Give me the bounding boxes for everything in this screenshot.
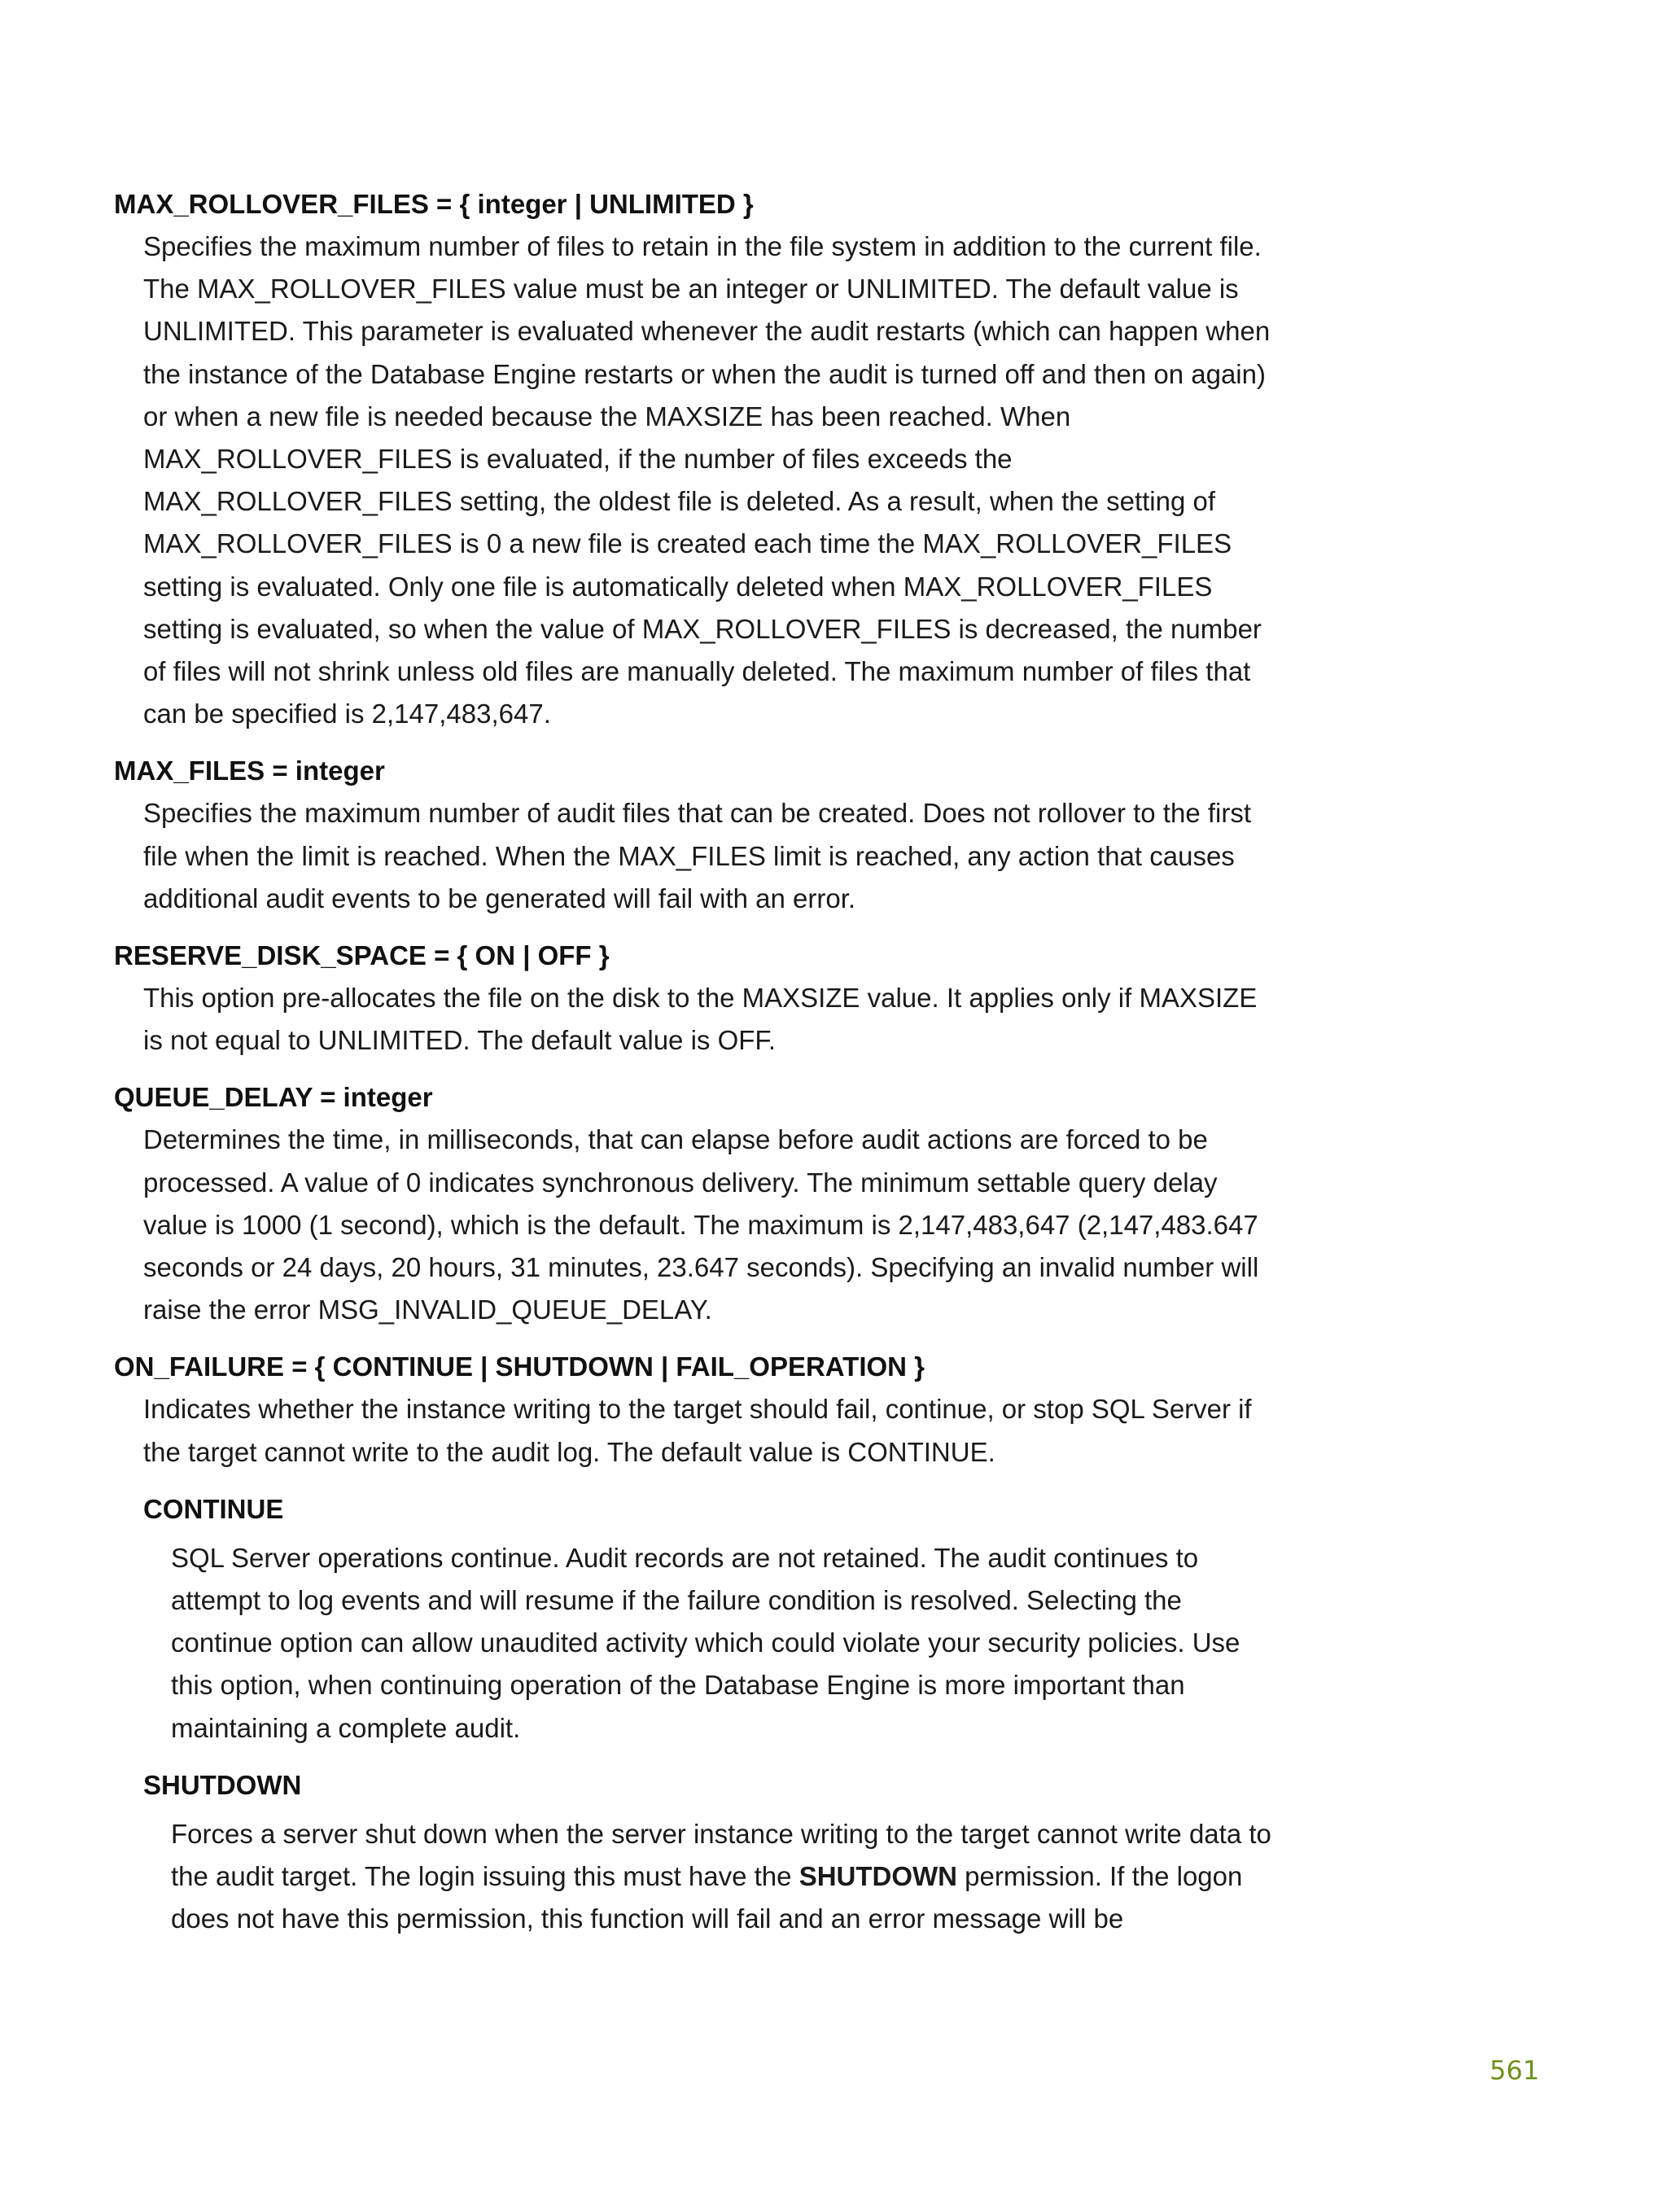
term-max-files: MAX_FILES = integer <box>114 756 385 786</box>
page-number: 561 <box>1490 2055 1540 2086</box>
shutdown-text-after: permission. If the logon does not have this permission, this function will fail and an error message will be <box>171 1861 1243 1934</box>
document-page <box>114 183 1278 1956</box>
shutdown-text-before: Forces a server shut down when the server instance writing to the target cannot write data to the audit target. The login issuing this must have the <box>171 1818 1271 1892</box>
term-on-failure: ON_FAILURE = { CONTINUE | SHUTDOWN | FAIL_OPERATION } <box>114 1351 925 1382</box>
term-reserve-disk-space: RESERVE_DISK_SPACE = { ON | OFF } <box>114 940 610 971</box>
description-on-failure: Indicates whether the instance writing to the target should fail, continue, or stop SQL Server if the target cannot write to the audit log. The default value is CONTINUE. <box>143 1394 1252 1467</box>
option-shutdown-term: SHUTDOWN <box>143 1769 302 1800</box>
description-reserve-disk-space: This option pre-allocates the file on the disk to the MAXSIZE value. It applies only if MAXSIZE is not equal to UNLIMITED. The default value is OFF. <box>143 983 1258 1056</box>
option-shutdown-description <box>171 1813 1278 1941</box>
description-queue-delay: Determines the time, in milliseconds, that can elapse before audit actions are forced to be processed. A value of 0 indicates synchronous delivery. The minimum settable query delay value is 1000 (1 second), which is the default. The maximum is 2,147,483,647 (2,147,483.647 seconds or 24 days, 20 hours, 31 minutes, 23.647 seconds). Specifying an invalid number will raise the error MSG_INVALID_QUEUE_DELAY. <box>143 1124 1259 1325</box>
option-continue-description: SQL Server operations continue. Audit records are not retained. The audit continues to attempt to log events and will resume if the failure condition is resolved. Selecting the continue option can allow unaudited activity which could violate your security policies. Use this option, when continuing operation of the Database Engine is more important than maintaining a complete audit. <box>171 1542 1240 1743</box>
description-max-rollover-files: Specifies the maximum number of files to retain in the file system in addition to the current file. The MAX_ROLLOVER_FILES value must be an integer or UNLIMITED. The default value is UNLIMITED. This parameter is evaluated whenever the audit restarts (which can happen when the instance of the Database Engine restarts or when the audit is turned off and then on again) or when a new file is needed because the MAXSIZE has been reached. When MAX_ROLLOVER_FILES is evaluated, if the number of files exceeds the MAX_ROLLOVER_FILES setting, the oldest file is deleted. As a result, when the setting of MAX_ROLLOVER_FILES is 0 a new file is created each time the MAX_ROLLOVER_FILES setting is evaluated. Only one file is automatically deleted when MAX_ROLLOVER_FILES setting is evaluated, so when the value of MAX_ROLLOVER_FILES is decreased, the number of files will not shrink unless old files are manually deleted. The maximum number of files that can be specified is 2,147,483,647. <box>143 231 1271 729</box>
term-queue-delay: QUEUE_DELAY = integer <box>114 1082 433 1113</box>
option-continue-term: CONTINUE <box>143 1493 284 1524</box>
shutdown-permission-bold: SHUTDOWN <box>798 1861 957 1892</box>
description-max-files: Specifies the maximum number of audit files that can be created. Does not rollover to the first file when the limit is reached. When the MAX_FILES limit is reached, any action that causes additional audit events to be generated will fail with an error. <box>143 798 1251 913</box>
term-max-rollover-files: MAX_ROLLOVER_FILES = { integer | UNLIMITED } <box>114 189 754 219</box>
